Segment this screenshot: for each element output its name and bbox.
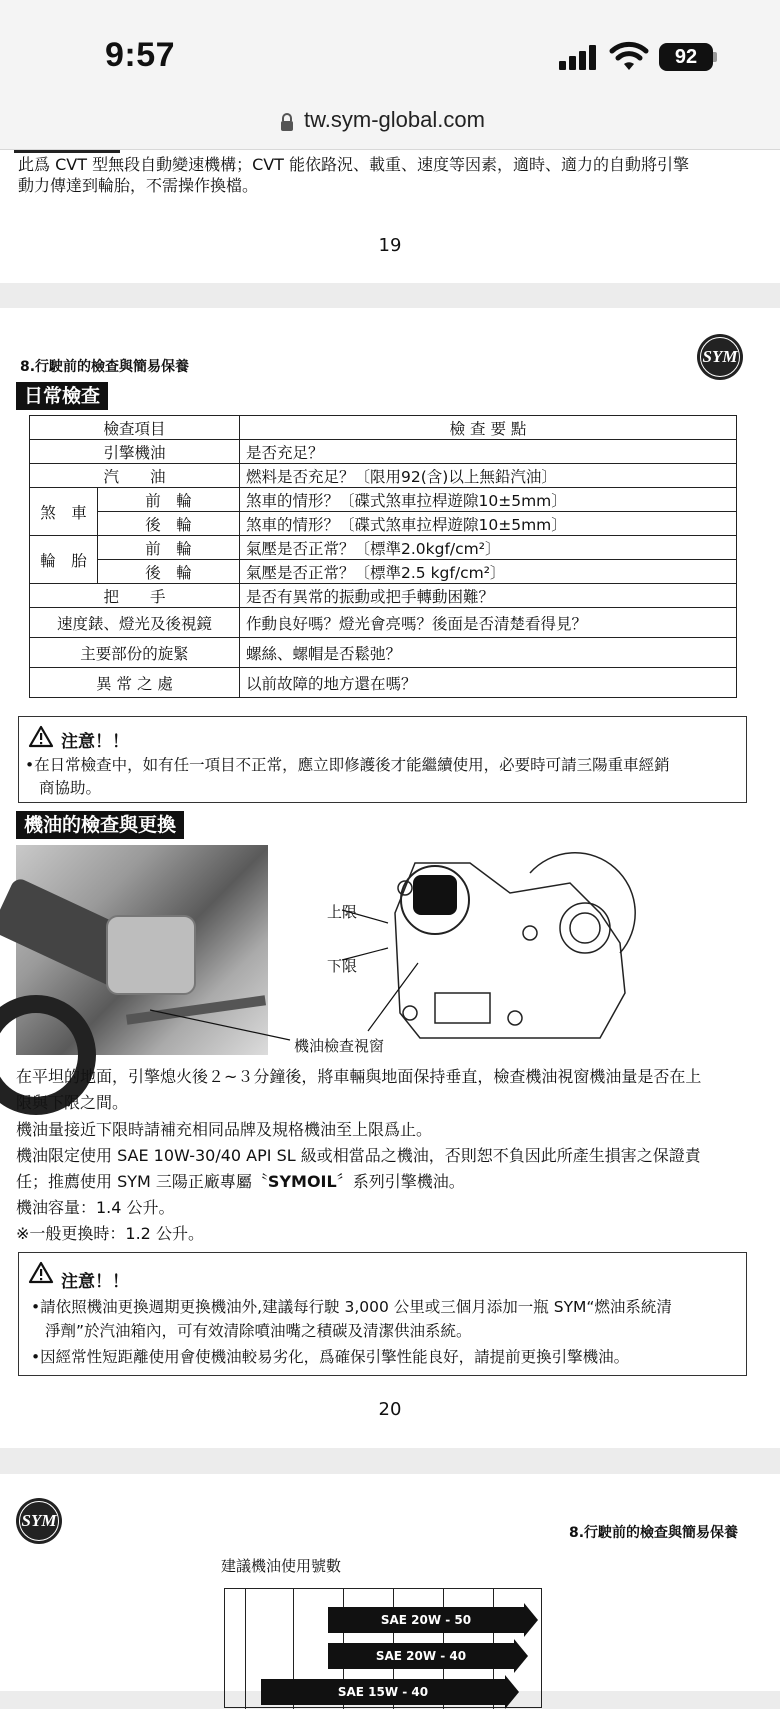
table-cell: 煞 車 [30, 488, 98, 536]
table-row [30, 560, 737, 584]
section-header: 8.行駛前的檢查與簡易保養 [20, 359, 190, 375]
body-text: 機油限定使用 SAE 10W-30/40 API SL 級或相當品之機油，否則恕不負因此所產生損害之保證責 [16, 1146, 701, 1165]
intro-text-line: 此爲 CVT 型無段自動變速機構；CVT 能依路況、載重、速度等因素，適時、適力的自動將引擎 [18, 155, 690, 174]
table-row [30, 512, 737, 536]
warning-icon [29, 1261, 53, 1283]
table-row [30, 668, 737, 698]
inspection-table [29, 415, 737, 698]
page-number: 20 [378, 1399, 402, 1420]
battery-tip [713, 52, 717, 62]
table-cell: 以前故障的地方還在嗎？ [240, 668, 737, 698]
body-text: 限與下限之間。 [16, 1093, 129, 1112]
oil-grade-arrow: SAE 20W - 40 [328, 1643, 514, 1669]
notice-text: •請依照機油更換週期更換機油外,建議每行駛 3,000 公里或三個月添加一瓶 SYM“燃油系統清 [31, 1298, 672, 1316]
table-cell: 前 輪 [98, 488, 240, 512]
notice-box [18, 1252, 747, 1376]
oil-capacity-text: 機油容量：1.4 公升。 [16, 1198, 175, 1217]
notice-box [18, 716, 747, 803]
table-cell: 螺絲、螺帽是否鬆弛？ [240, 638, 737, 668]
table-cell: 主要部份的旋緊 [30, 638, 240, 668]
body-text: 機油量接近下限時請補充相同品牌及規格機油至上限爲止。 [16, 1120, 433, 1139]
table-row [30, 638, 737, 668]
table-row [30, 536, 737, 560]
table-cell: 氣壓是否正常？〔標準2.5 kgf/cm²〕 [240, 560, 737, 584]
leader-line [150, 1008, 300, 1048]
sym-logo: SYM [16, 1498, 62, 1544]
notice-text: •因經常性短距離使用會使機油較易劣化，爲確保引擎性能良好，請提前更換引擎機油。 [31, 1348, 630, 1366]
table-cell: 汽 油 [30, 464, 240, 488]
table-row [30, 440, 737, 464]
table-cell: 煞車的情形？〔碟式煞車拉桿遊隙10±5mm〕 [240, 512, 737, 536]
body-text-part: 〞系列引擎機油。 [336, 1172, 465, 1191]
table-cell: 氣壓是否正常？〔標準2.0kgf/cm²〕 [240, 536, 737, 560]
table-row [30, 584, 737, 608]
table-cell: 異 常 之 處 [30, 668, 240, 698]
table-cell: 輪 胎 [30, 536, 98, 584]
body-text [16, 1170, 465, 1194]
upper-limit-label: 上限 [327, 903, 358, 921]
notice-text: •在日常檢查中，如有任一項目不正常，應立即修護後才能繼續使用，必要時可請三陽重車經銷 [25, 756, 670, 774]
cellular-signal-icon [559, 44, 599, 70]
table-cell: 後 輪 [98, 512, 240, 536]
daily-check-title: 日常檢查 [16, 382, 108, 410]
battery-indicator: 92 [659, 43, 713, 71]
section-header: 8.行駛前的檢查與簡易保養 [569, 1525, 739, 1541]
warning-icon [29, 725, 53, 747]
body-text-part: 任；推薦使用 SYM 三陽正廠專屬〝 [16, 1172, 268, 1191]
table-row [30, 464, 737, 488]
pdf-page-21 [0, 1474, 780, 1699]
oil-replace-text: ※一般更換時：1.2 公升。 [16, 1224, 204, 1243]
oil-section-title: 機油的檢查與更換 [16, 811, 184, 839]
notice-title: 注意！！ [61, 1272, 129, 1292]
notice-text: 商協助。 [39, 779, 102, 797]
table-row [30, 608, 737, 638]
table-cell: 是否有異常的振動或把手轉動困難？ [240, 584, 737, 608]
wifi-icon [610, 42, 648, 72]
table-cell: 引擎機油 [30, 440, 240, 464]
oil-grade-arrow: SAE 15W - 40 [261, 1679, 505, 1705]
url-text[interactable]: tw.sym-global.com [304, 107, 485, 132]
intro-text-line: 動力傳達到輪胎，不需操作換檔。 [18, 176, 259, 195]
pdf-page-20 [0, 308, 780, 1448]
oil-window-diagram [300, 853, 630, 1053]
sym-logo: SYM [697, 334, 743, 380]
page-number: 19 [378, 235, 402, 256]
oil-grade-arrow: SAE 20W - 50 [328, 1607, 524, 1633]
table-cell: 前 輪 [98, 536, 240, 560]
lower-limit-label: 下限 [327, 957, 358, 975]
table-cell: 燃料是否充足？〔限用92(含)以上無鉛汽油〕 [240, 464, 737, 488]
table-cell: 速度錶、燈光及後視鏡 [30, 608, 240, 638]
table-cell: 作動良好嗎？燈光會亮嗎？後面是否清楚看得見？ [240, 608, 737, 638]
table-cell: 是否充足？ [240, 440, 737, 464]
status-bar [0, 0, 780, 100]
oil-window-label: 機油檢查視窗 [294, 1037, 385, 1055]
table-cell: 後 輪 [98, 560, 240, 584]
oil-grade-chart [224, 1588, 542, 1708]
symoil-brand: SYMOIL [267, 1172, 337, 1191]
pdf-page-19 [0, 150, 780, 283]
table-header: 檢查項目 [30, 416, 240, 440]
table-header: 檢 查 要 點 [240, 416, 737, 440]
chart-title: 建議機油使用號數 [221, 1557, 342, 1575]
notice-text: 淨劑”於汽油箱內，可有效清除噴油嘴之積碳及清潔供油系統。 [45, 1322, 472, 1340]
clock: 9:57 [105, 36, 176, 74]
table-row [30, 488, 737, 512]
notice-title: 注意！！ [61, 732, 129, 752]
body-text: 在平坦的地面，引擎熄火後２~３分鐘後，將車輛與地面保持垂直，檢查機油視窗機油量是否在上 [16, 1067, 702, 1086]
lock-icon [280, 113, 294, 131]
table-cell: 把 手 [30, 584, 240, 608]
table-cell: 煞車的情形？〔碟式煞車拉桿遊隙10±5mm〕 [240, 488, 737, 512]
